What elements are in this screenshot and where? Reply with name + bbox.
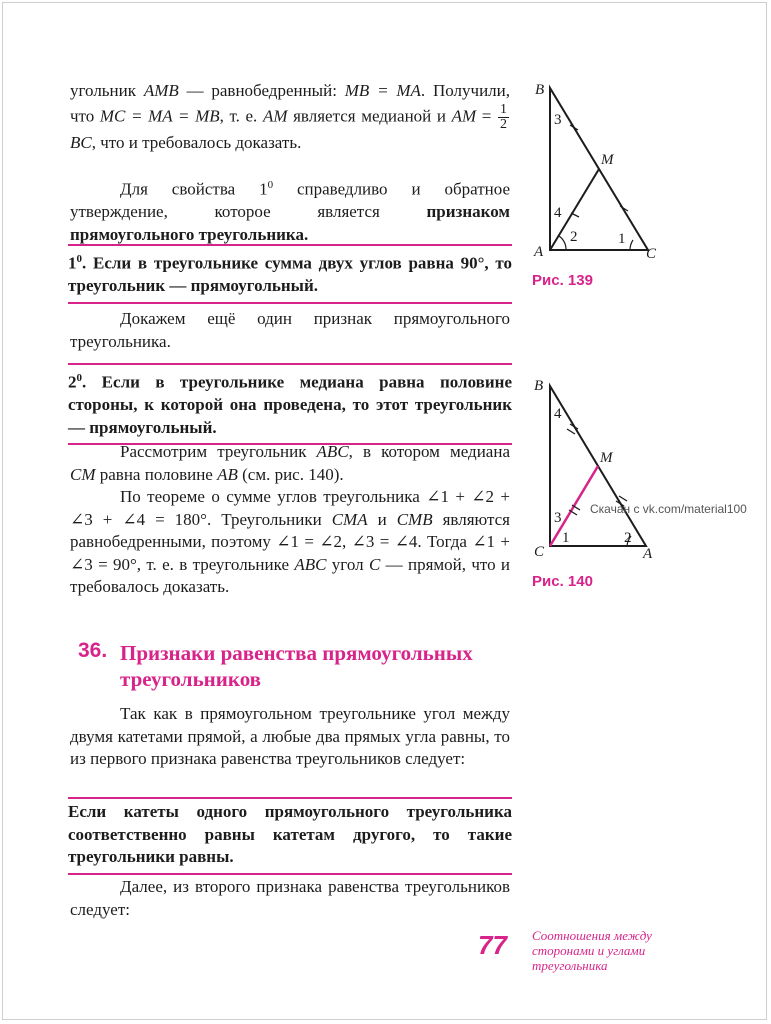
paragraph-text: Далее, из второго признака равенства треугольников следует: (70, 877, 510, 919)
paragraph-text (70, 174, 510, 246)
footer-line: сторонами и углами (532, 943, 646, 958)
page-number: 77 (478, 930, 507, 960)
text-fragment: , что и требовалось доказать. (91, 132, 302, 152)
math-fragment: ABC (316, 442, 349, 461)
text-fragment: — прямой, что и требовалось доказать. (70, 554, 511, 596)
paragraph-another-sign (70, 308, 510, 353)
angle-label-2: 2 (570, 229, 578, 245)
text-fragment: . Получили, что (70, 81, 510, 125)
text-fragment: , т. е. (219, 105, 263, 125)
text-fragment: (см. рис. 140). (237, 464, 344, 484)
tick-mark (619, 496, 627, 501)
math-fragment: AB (217, 464, 238, 484)
footer-line: Соотношения между (532, 928, 652, 943)
text-fragment: справедливо и обратное утверждение, которое является (70, 179, 510, 222)
angle-label-3: 3 (554, 112, 562, 128)
paragraph-right-angles (70, 703, 510, 771)
paragraph-text (70, 80, 510, 154)
watermark-text: Скачан с vk.com/material100 (590, 502, 747, 516)
text-fragment: 1 (68, 253, 77, 273)
angle-label-1: 1 (618, 231, 626, 247)
figure-140 (530, 374, 670, 564)
bold-term: признаком прямоугольного треугольника. (70, 202, 510, 244)
paragraph-second-sign (70, 876, 510, 921)
angle-label-4: 4 (554, 406, 562, 422)
text-fragment: . Если в треугольнике медиана равна половине стороны, к которой она проведена, то этот треугольник — прямоугольный. (68, 372, 512, 437)
paragraph-angle-sum (70, 486, 510, 599)
angle-arc-2 (559, 236, 566, 250)
theorem-box-2 (68, 363, 512, 445)
text-fragment: = (476, 105, 498, 125)
fraction-denominator: 2 (500, 116, 508, 132)
vertex-label-c: C (534, 544, 545, 560)
text-fragment: угольник (70, 81, 144, 100)
angle-label-4: 4 (554, 205, 562, 221)
text-fragment: По теореме о сумме углов треугольника ∠1 + ∠2 + ∠3 + ∠4 = 180°. Треугольники (70, 487, 510, 529)
angle-label-2: 2 (624, 530, 632, 546)
theorem-text (68, 248, 512, 298)
fraction-numerator: 1 (500, 101, 508, 117)
text-fragment: — равнобедренный: (178, 81, 345, 100)
paragraph-converse (70, 174, 510, 246)
text-fragment: равна половине (95, 464, 218, 484)
text-fragment: является медианой и (287, 105, 452, 125)
text-fragment: угол (326, 554, 369, 574)
theorem-text: Если катеты одного прямоугольного треугольника соответственно равны катетам другого, то такие треугольники равны. (68, 802, 512, 866)
math-fragment: BC (70, 132, 92, 152)
fraction-one-half (498, 103, 509, 132)
paragraph-text: Докажем ещё один признак прямоугольного треугольника. (70, 309, 510, 351)
theorem-text (68, 367, 512, 439)
figure-140-caption: Рис. 140 (532, 573, 593, 590)
text-fragment: Рассмотрим треугольник (120, 442, 317, 461)
math-fragment: CM (70, 464, 96, 484)
text-fragment: 2 (68, 372, 77, 392)
superscript: 0 (76, 372, 82, 384)
math-fragment: AM (262, 105, 288, 125)
vertex-label-b: B (534, 378, 544, 394)
angle-arc-1 (630, 240, 633, 250)
math-fragment: AMB (143, 81, 179, 100)
text-fragment: Для свойства 1 (120, 179, 268, 199)
text-fragment: являются равнобедренными, поэтому ∠1 = ∠2, ∠3 = ∠4. Тогда ∠1 + ∠3 = 90°, т. е. в треугольнике (70, 509, 510, 574)
text-fragment: . Если в треугольнике сумма двух углов равна 90°, то треугольник — прямоугольный. (68, 253, 512, 296)
math-fragment: CMA (331, 509, 368, 529)
angle-label-3: 3 (554, 510, 562, 526)
paragraph-text (70, 486, 510, 599)
paragraph-proof-end (70, 80, 510, 154)
vertex-label-m: M (601, 152, 614, 168)
text-fragment: , в котором медиана (348, 442, 510, 461)
theorem-box-1 (68, 244, 512, 304)
math-fragment: AM (451, 105, 477, 125)
superscript: 0 (267, 179, 274, 191)
math-fragment: CMB (396, 509, 433, 529)
vertex-label-a: A (534, 244, 544, 260)
angle-label-1: 1 (562, 530, 570, 546)
tick-mark (567, 429, 575, 434)
section-title: Признаки равенства прямоугольных треугольников (120, 641, 473, 691)
math-fragment: MB = MA (344, 81, 421, 100)
paragraph-text (70, 441, 510, 486)
vertex-label-b: B (535, 82, 545, 98)
figure-139-caption: Рис. 139 (532, 272, 593, 289)
running-footer (532, 928, 732, 973)
theorem-box-legs (68, 797, 512, 875)
math-fragment: ABC (294, 554, 327, 574)
vertex-label-c: C (646, 246, 657, 262)
vertex-label-a: A (643, 546, 653, 562)
figure-139 (530, 80, 670, 265)
math-fragment: MC = MA = MB (99, 105, 220, 125)
footer-line: треугольника (532, 958, 608, 973)
paragraph-consider (70, 441, 510, 486)
text-fragment: и (367, 509, 397, 529)
vertex-label-m: M (600, 450, 613, 466)
section-number: 36. (78, 639, 108, 662)
superscript: 0 (76, 253, 82, 265)
paragraph-text: Так как в прямоугольном треугольнике угол между двумя катетами прямой, а любые два прямых угла равны, то из первого признака равенства треугольников следует: (70, 704, 510, 768)
math-fragment: C (368, 554, 381, 574)
